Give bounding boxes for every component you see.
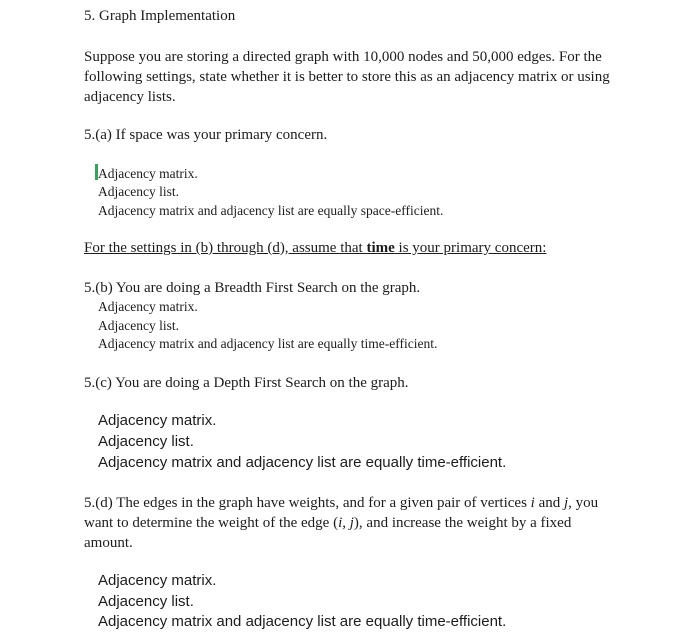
question-d-text-2: and bbox=[534, 495, 564, 511]
question-c-option-matrix[interactable]: Adjacency matrix. bbox=[98, 412, 217, 429]
question-a-prompt: 5.(a) If space was your primary concern. bbox=[84, 127, 328, 143]
question-d-text-3: , you want to determine the weight of the edge ( bbox=[84, 495, 599, 531]
question-a-option-equal[interactable]: Adjacency matrix and adjacency list are equally space-efficient. bbox=[98, 203, 444, 218]
question-c-prompt: 5.(c) You are doing a Depth First Search on the graph. bbox=[84, 375, 409, 391]
settings-note bbox=[84, 240, 546, 257]
intro-paragraph: Suppose you are storing a directed graph with 10,000 nodes and 50,000 edges. For the following settings, state whether it is better to store this as an adjacency matrix or using adjacency lists. bbox=[84, 49, 610, 105]
question-d-var-j: j bbox=[564, 495, 569, 511]
section-title: 5. Graph Implementation bbox=[84, 8, 236, 24]
question-d-option-matrix[interactable]: Adjacency matrix. bbox=[98, 572, 217, 589]
question-d-prompt bbox=[84, 493, 619, 553]
question-b-option-matrix[interactable]: Adjacency matrix. bbox=[98, 299, 198, 314]
question-c-option-list[interactable]: Adjacency list. bbox=[98, 433, 194, 450]
question-d-text-4: ), and increase the weight by a fixed amount. bbox=[84, 515, 572, 551]
question-d-edge-i: i bbox=[338, 515, 343, 531]
question-d-edge-j: j bbox=[349, 515, 354, 531]
settings-note-before: For the settings in (b) through (d), assume that bbox=[84, 240, 367, 256]
question-d-text-1: 5.(d) The edges in the graph have weights, and for a given pair of vertices bbox=[84, 495, 531, 511]
question-a-option-matrix[interactable]: Adjacency matrix. bbox=[98, 166, 198, 181]
question-b-prompt: 5.(b) You are doing a Breadth First Search on the graph. bbox=[84, 280, 421, 296]
settings-note-after: is your primary concern: bbox=[394, 240, 547, 256]
question-d-option-equal[interactable]: Adjacency matrix and adjacency list are equally time-efficient. bbox=[98, 613, 507, 630]
question-d-var-i: i bbox=[530, 495, 535, 511]
question-d-option-list[interactable]: Adjacency list. bbox=[98, 593, 194, 610]
question-b-option-equal[interactable]: Adjacency matrix and adjacency list are equally time-efficient. bbox=[98, 336, 438, 351]
question-c-option-equal[interactable]: Adjacency matrix and adjacency list are equally time-efficient. bbox=[98, 454, 507, 471]
question-d-edge-sep: , bbox=[342, 515, 350, 531]
settings-note-bold: time bbox=[366, 240, 395, 256]
question-b-option-list[interactable]: Adjacency list. bbox=[98, 318, 179, 333]
question-a-option-list[interactable]: Adjacency list. bbox=[98, 184, 179, 199]
